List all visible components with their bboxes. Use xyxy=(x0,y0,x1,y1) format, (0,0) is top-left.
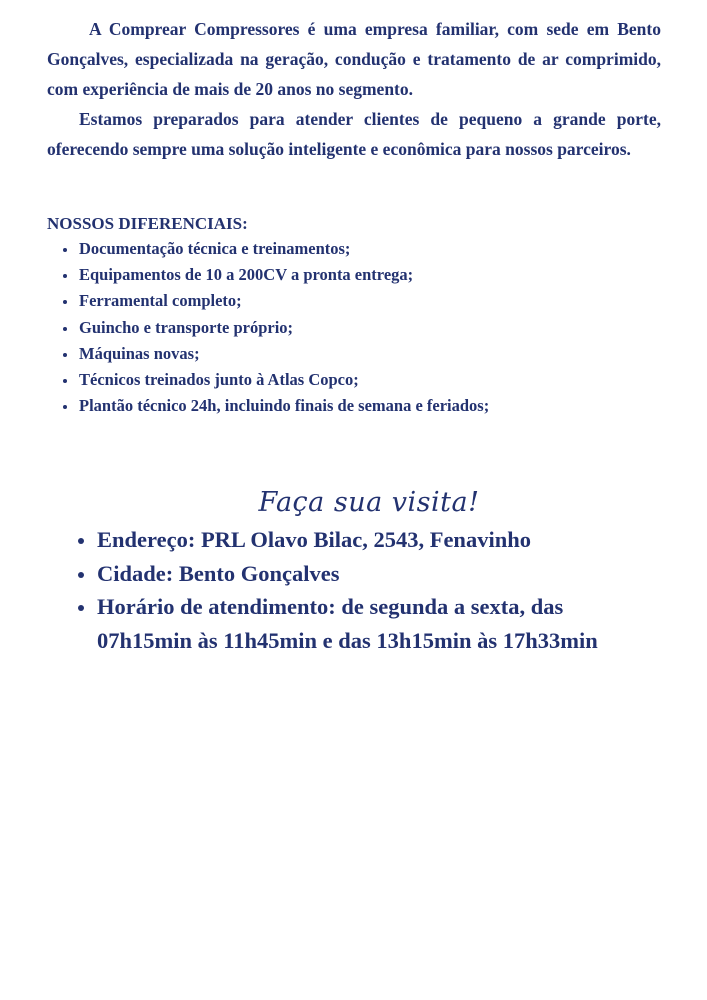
list-item: Guincho e transporte próprio; xyxy=(47,315,661,341)
intro-paragraph-clients: Estamos preparados para atender clientes de pequeno a grande porte, oferecendo sempre uma solução inteligente e econômica para nossos parceiros. xyxy=(47,109,661,159)
list-item: Equipamentos de 10 a 200CV a pronta entrega; xyxy=(47,262,661,288)
opening-hours-item: Horário de atendimento: de segunda a sexta, das 07h15min às 11h45min e das 13h15min às 17h33min xyxy=(47,590,661,657)
differentials-list xyxy=(47,236,661,419)
list-item: Ferramental completo; xyxy=(47,288,661,314)
visit-section xyxy=(47,483,661,657)
differentials-section xyxy=(47,211,661,419)
list-item: Documentação técnica e treinamentos; xyxy=(47,236,661,262)
list-item: Técnicos treinados junto à Atlas Copco; xyxy=(47,367,661,393)
address-item: Endereço: PRL Olavo Bilac, 2543, Fenavinho xyxy=(47,523,661,557)
differentials-title: NOSSOS DIFERENCIAIS: xyxy=(47,214,248,233)
visit-title: Faça sua visita! xyxy=(258,487,480,519)
intro-paragraph-company: A Comprear Compressores é uma empresa familiar, com sede em Bento Gonçalves, especializada na geração, condução e tratamento de ar comprimido, com experiência de mais de 20 anos no segmento. xyxy=(47,19,661,99)
list-item: Máquinas novas; xyxy=(47,341,661,367)
list-item: Plantão técnico 24h, incluindo finais de semana e feriados; xyxy=(47,393,661,419)
document-page xyxy=(47,14,661,657)
visit-info-list xyxy=(47,523,661,657)
city-item: Cidade: Bento Gonçalves xyxy=(47,557,661,591)
intro-section xyxy=(47,14,661,164)
